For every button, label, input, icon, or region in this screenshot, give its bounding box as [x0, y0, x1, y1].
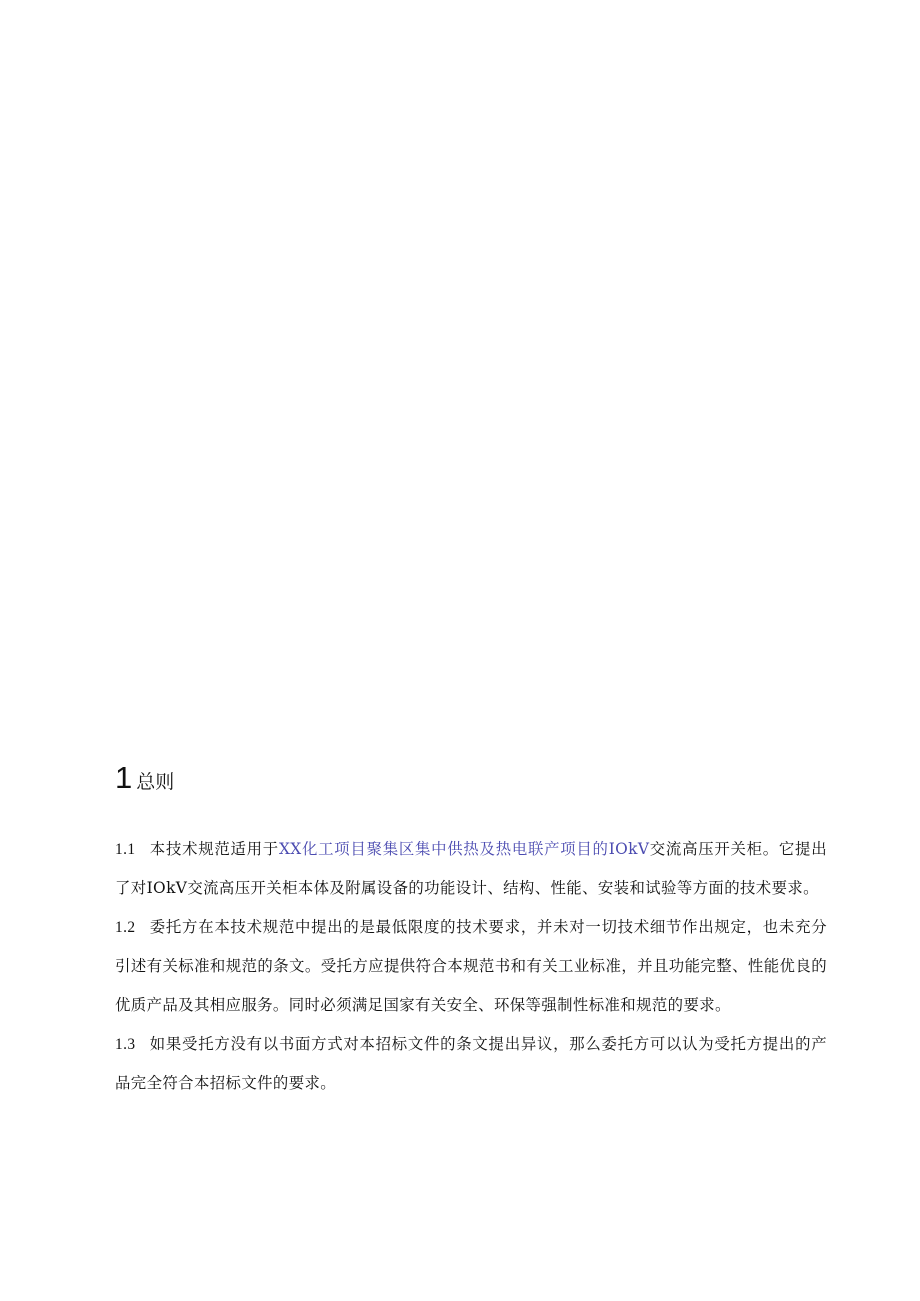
section-body: [115, 830, 827, 1103]
highlighted-project-name: XX化工项目聚集区集中供热及热电联产项目的IOkV: [278, 840, 650, 858]
paragraph-text: 交流高压开关柜。它提出了对IOkV交流高压开关柜本体及附属设备的功能设计、结构、性能、安装和试验等方面的技术要求。: [115, 840, 827, 897]
paragraph-1-2: [115, 908, 827, 1025]
section-number: 1: [115, 760, 133, 795]
section-heading: [115, 760, 174, 796]
paragraph-text: 如果受托方没有以书面方式对本招标文件的条文提出异议，那么委托方可以认为受托方提出的产品完全符合本招标文件的要求。: [115, 1035, 827, 1092]
paragraph-1-1: [115, 830, 827, 908]
paragraph-number: 1.1: [115, 841, 136, 858]
paragraph-1-3: [115, 1025, 827, 1103]
paragraph-text: 本技术规范适用于: [149, 840, 279, 858]
paragraph-number: 1.2: [115, 919, 136, 936]
paragraph-text: 委托方在本技术规范中提出的是最低限度的技术要求，并未对一切技术细节作出规定，也未充分引述有关标准和规范的条文。受托方应提供符合本规范书和有关工业标准，并且功能完整、性能优良的优质产品及其相应服务。同时必须满足国家有关安全、环保等强制性标准和规范的要求。: [115, 918, 827, 1014]
paragraph-number: 1.3: [115, 1036, 136, 1053]
section-title: 总则: [136, 771, 175, 793]
